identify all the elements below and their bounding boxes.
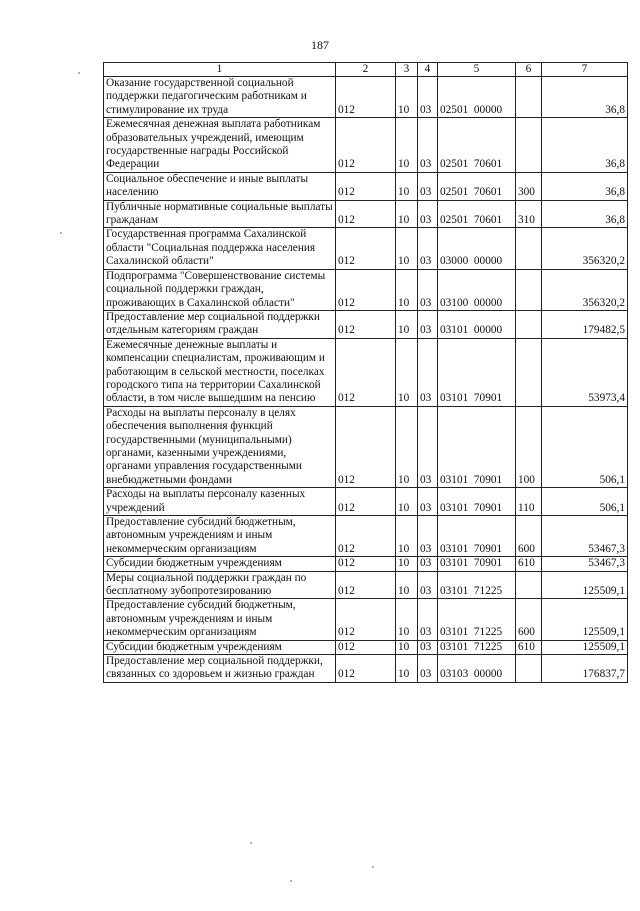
row-name-cell: Расходы на выплаты персоналу в целях обеспечения выполнения функций государственными (муниципальными) органами, казенными учреждениями, органами управления государственными внебюджетными фондами <box>104 406 336 487</box>
expense-type-cell: 600 <box>516 599 542 640</box>
row-name-cell: Предоставление субсидий бюджетным, автономным учреждениям и иным некоммерческим организациям <box>104 516 336 557</box>
section-code-cell: 10 <box>396 338 418 406</box>
table-row <box>104 310 628 338</box>
section-code-cell: 10 <box>396 488 418 516</box>
column-header-3: 3 <box>396 63 418 77</box>
table-row <box>104 640 628 654</box>
target-article-cell: 03103 00000 <box>438 655 516 683</box>
ministry-code-cell: 012 <box>336 228 396 269</box>
row-name-cell: Оказание государственной социальной поддержки педагогическим работникам и стимулирование их труда <box>104 77 336 118</box>
target-article-cell: 03101 70901 <box>438 488 516 516</box>
scan-speck <box>250 842 252 844</box>
row-name-cell: Предоставление мер социальной поддержки отдельным категориям граждан <box>104 310 336 338</box>
amount-cell: 53467,3 <box>542 557 628 571</box>
section-code-cell: 10 <box>396 310 418 338</box>
subsection-code-cell: 03 <box>418 310 438 338</box>
section-code-cell: 10 <box>396 640 418 654</box>
row-name-cell: Субсидии бюджетным учреждениям <box>104 640 336 654</box>
header-row <box>104 63 628 77</box>
ministry-code-cell: 012 <box>336 118 396 173</box>
expense-type-cell: 600 <box>516 516 542 557</box>
budget-table <box>103 62 628 683</box>
section-code-cell: 10 <box>396 269 418 310</box>
amount-cell: 53973,4 <box>542 338 628 406</box>
ministry-code-cell: 012 <box>336 655 396 683</box>
target-article-cell: 02501 70601 <box>438 200 516 228</box>
target-article-cell: 03101 71225 <box>438 571 516 599</box>
subsection-code-cell: 03 <box>418 599 438 640</box>
scan-speck <box>290 880 292 882</box>
ministry-code-cell: 012 <box>336 599 396 640</box>
expense-type-cell: 110 <box>516 488 542 516</box>
subsection-code-cell: 03 <box>418 488 438 516</box>
section-code-cell: 10 <box>396 599 418 640</box>
target-article-cell: 03101 71225 <box>438 599 516 640</box>
expense-type-cell <box>516 228 542 269</box>
subsection-code-cell: 03 <box>418 118 438 173</box>
section-code-cell: 10 <box>396 557 418 571</box>
expense-type-cell: 100 <box>516 406 542 487</box>
table-body <box>104 77 628 683</box>
table-row <box>104 406 628 487</box>
section-code-cell: 10 <box>396 200 418 228</box>
ministry-code-cell: 012 <box>336 571 396 599</box>
amount-cell: 36,8 <box>542 200 628 228</box>
expense-type-cell: 310 <box>516 200 542 228</box>
expense-type-cell <box>516 310 542 338</box>
amount-cell: 506,1 <box>542 488 628 516</box>
table-row <box>104 599 628 640</box>
section-code-cell: 10 <box>396 77 418 118</box>
amount-cell: 356320,2 <box>542 269 628 310</box>
section-code-cell: 10 <box>396 655 418 683</box>
ministry-code-cell: 012 <box>336 77 396 118</box>
amount-cell: 125509,1 <box>542 599 628 640</box>
ministry-code-cell: 012 <box>336 269 396 310</box>
table-row <box>104 557 628 571</box>
subsection-code-cell: 03 <box>418 571 438 599</box>
subsection-code-cell: 03 <box>418 655 438 683</box>
column-header-4: 4 <box>418 63 438 77</box>
ministry-code-cell: 012 <box>336 640 396 654</box>
column-header-2: 2 <box>336 63 396 77</box>
row-name-cell: Расходы на выплаты персоналу казенных учреждений <box>104 488 336 516</box>
target-article-cell: 03101 70901 <box>438 406 516 487</box>
section-code-cell: 10 <box>396 118 418 173</box>
target-article-cell: 03101 71225 <box>438 640 516 654</box>
amount-cell: 36,8 <box>542 118 628 173</box>
amount-cell: 53467,3 <box>542 516 628 557</box>
row-name-cell: Ежемесячная денежная выплата работникам образовательных учреждений, имеющим государственные награды Российской Федерации <box>104 118 336 173</box>
subsection-code-cell: 03 <box>418 557 438 571</box>
subsection-code-cell: 03 <box>418 200 438 228</box>
ministry-code-cell: 012 <box>336 310 396 338</box>
table-row <box>104 228 628 269</box>
row-name-cell: Государственная программа Сахалинской области "Социальная поддержка населения Сахалинской области" <box>104 228 336 269</box>
amount-cell: 179482,5 <box>542 310 628 338</box>
table-row <box>104 200 628 228</box>
ministry-code-cell: 012 <box>336 516 396 557</box>
target-article-cell: 03000 00000 <box>438 228 516 269</box>
table-row <box>104 571 628 599</box>
table-row <box>104 77 628 118</box>
expense-type-cell <box>516 338 542 406</box>
ministry-code-cell: 012 <box>336 557 396 571</box>
expense-type-cell <box>516 77 542 118</box>
subsection-code-cell: 03 <box>418 338 438 406</box>
expense-type-cell <box>516 655 542 683</box>
target-article-cell: 02501 70601 <box>438 172 516 200</box>
table-row <box>104 488 628 516</box>
table-row <box>104 269 628 310</box>
target-article-cell: 03101 00000 <box>438 310 516 338</box>
target-article-cell: 03100 00000 <box>438 269 516 310</box>
table-row <box>104 516 628 557</box>
ministry-code-cell: 012 <box>336 172 396 200</box>
target-article-cell: 03101 70901 <box>438 516 516 557</box>
page-number: 187 <box>311 38 329 52</box>
amount-cell: 506,1 <box>542 406 628 487</box>
column-header-1: 1 <box>104 63 336 77</box>
subsection-code-cell: 03 <box>418 77 438 118</box>
row-name-cell: Предоставление субсидий бюджетным, автономным учреждениям и иным некоммерческим организациям <box>104 599 336 640</box>
subsection-code-cell: 03 <box>418 640 438 654</box>
row-name-cell: Публичные нормативные социальные выплаты гражданам <box>104 200 336 228</box>
expense-type-cell <box>516 118 542 173</box>
subsection-code-cell: 03 <box>418 269 438 310</box>
subsection-code-cell: 03 <box>418 228 438 269</box>
ministry-code-cell: 012 <box>336 488 396 516</box>
expense-type-cell <box>516 269 542 310</box>
scan-speck <box>60 232 62 234</box>
expense-type-cell <box>516 571 542 599</box>
column-header-5: 5 <box>438 63 516 77</box>
subsection-code-cell: 03 <box>418 406 438 487</box>
target-article-cell: 02501 00000 <box>438 77 516 118</box>
amount-cell: 36,8 <box>542 172 628 200</box>
row-name-cell: Ежемесячные денежные выплаты и компенсации специалистам, проживающим и работающим в сельской местности, поселках городского типа на территории Сахалинской области, в том числе вышедшим на пенсию <box>104 338 336 406</box>
row-name-cell: Меры социальной поддержки граждан по бесплатному зубопротезированию <box>104 571 336 599</box>
ministry-code-cell: 012 <box>336 338 396 406</box>
row-name-cell: Предоставление мер социальной поддержки, связанных со здоровьем и жизнью граждан <box>104 655 336 683</box>
table-row <box>104 655 628 683</box>
section-code-cell: 10 <box>396 516 418 557</box>
amount-cell: 176837,7 <box>542 655 628 683</box>
scan-speck <box>372 866 374 868</box>
table-row <box>104 172 628 200</box>
column-header-7: 7 <box>542 63 628 77</box>
table-row <box>104 338 628 406</box>
column-header-6: 6 <box>516 63 542 77</box>
target-article-cell: 02501 70601 <box>438 118 516 173</box>
subsection-code-cell: 03 <box>418 172 438 200</box>
amount-cell: 356320,2 <box>542 228 628 269</box>
amount-cell: 36,8 <box>542 77 628 118</box>
expense-type-cell: 300 <box>516 172 542 200</box>
amount-cell: 125509,1 <box>542 640 628 654</box>
amount-cell: 125509,1 <box>542 571 628 599</box>
row-name-cell: Подпрограмма "Совершенствование системы социальной поддержки граждан, проживающих в Сахалинской области" <box>104 269 336 310</box>
ministry-code-cell: 012 <box>336 406 396 487</box>
row-name-cell: Социальное обеспечение и иные выплаты населению <box>104 172 336 200</box>
section-code-cell: 10 <box>396 228 418 269</box>
row-name-cell: Субсидии бюджетным учреждениям <box>104 557 336 571</box>
scan-speck <box>78 72 80 74</box>
subsection-code-cell: 03 <box>418 516 438 557</box>
target-article-cell: 03101 70901 <box>438 557 516 571</box>
section-code-cell: 10 <box>396 406 418 487</box>
expense-type-cell: 610 <box>516 640 542 654</box>
ministry-code-cell: 012 <box>336 200 396 228</box>
expense-type-cell: 610 <box>516 557 542 571</box>
section-code-cell: 10 <box>396 172 418 200</box>
table-row <box>104 118 628 173</box>
target-article-cell: 03101 70901 <box>438 338 516 406</box>
section-code-cell: 10 <box>396 571 418 599</box>
